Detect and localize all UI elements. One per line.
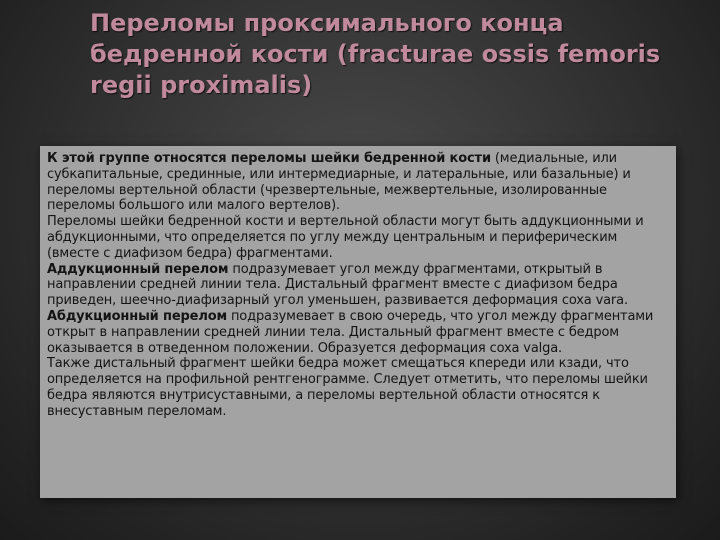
- paragraph-abduction-bold: Абдукционный перелом: [47, 308, 227, 324]
- paragraph-adduction-bold: Аддукционный перелом: [47, 261, 229, 277]
- paragraph-abduction-text: подразумевает в свою очередь, что угол между фрагментами открыт в направлении средней линии тела. Дистальный фрагмент вместе с бедром оказывается в отведенном положении. Образуется деформация coxa valga.: [47, 308, 654, 356]
- paragraph-intro-bold: К этой группе относятся переломы шейки бедренной кости: [47, 151, 491, 166]
- paragraph-intro-text: (медиальные, или субкапитальные, срединные, или интермедиарные, и латеральные, или базальные) и переломы вертельной области (чрезвертельные, межвертельные, изолированные переломы большого или малого вертелов).: [47, 151, 631, 214]
- paragraph-displacement: [47, 356, 671, 419]
- content-box: [40, 146, 676, 498]
- paragraph-types: [47, 214, 671, 261]
- content-text: [47, 151, 671, 420]
- slide-title: Переломы проксимального конца бедренной кости (fracturae ossis femoris regii proximalis): [90, 9, 661, 99]
- paragraph-adduction-text: подразумевает угол между фрагментами, открытый в направлении средней линии тела. Дистальный фрагмент вместе с диафизом бедра приведен, шеечно-диафизарный угол уменьшен, развивается деформация coxa vara.: [47, 261, 628, 309]
- paragraph-displacement-text: Также дистальный фрагмент шейки бедра может смещаться кпереди или кзади, что определяется на профильной рентгенограмме. Следует отметить, что переломы шейки бедра являются внутрисуставными, а переломы вертельной области относятся к внесуставным переломам.: [47, 356, 648, 419]
- paragraph-types-text: Переломы шейки бедренной кости и вертельной области могут быть аддукционными и абдукционными, что определяется по углу между центральным и периферическим (вместе с диафизом бедра) фрагментами.: [47, 214, 644, 261]
- paragraph-adduction: [47, 262, 671, 309]
- paragraph-abduction: [47, 309, 671, 356]
- paragraph-intro: [47, 151, 671, 214]
